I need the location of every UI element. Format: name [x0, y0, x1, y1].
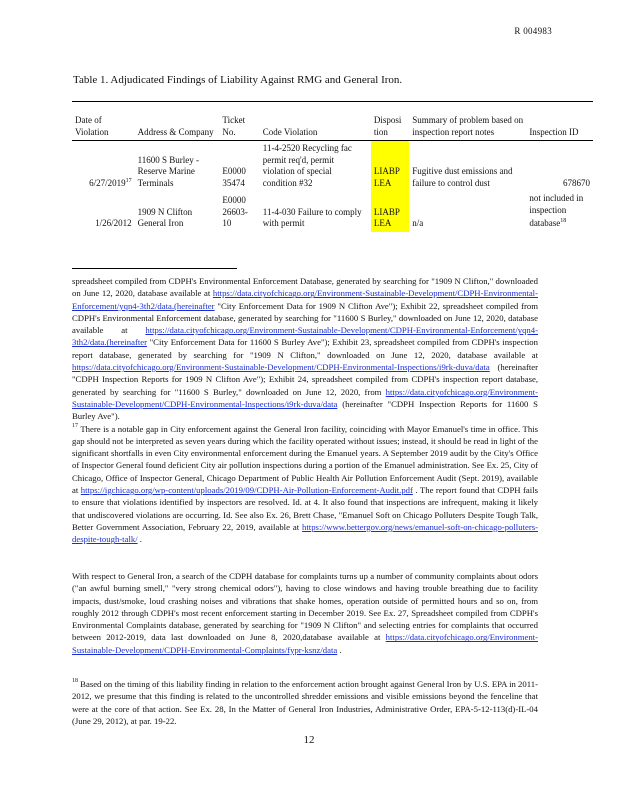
cell-address: 11600 S Burley - Reserve Marine Terminals: [137, 154, 200, 188]
cell-inspection: 678670: [563, 177, 590, 188]
link-inspections-clifton[interactable]: https://data.cityofchicago.org/Environment-Sustainable-Development/CDPH-Environmental-Inspections/i9rk-duva/data: [72, 362, 490, 373]
footnote-18-text: Based on the timing of this liability finding in relation to the enforcement action brought against General Iron by U.S. EPA in 2011-2012, we presume that this finding is related to the uncontrolled shredder emissions and visible emissions beyond the fenceline that were at the core of that action. See Ex. 28, In the Matter of General Iron Industries, Administrative Order, EPA-5-12-113(d)-IL-04 (June 29, 2012), at par. 19-22.: [72, 679, 538, 726]
link-enforcement-data-clifton[interactable]: https://data.cityofchicago.org/Environment-Sustainable-Development/CDPH-Environmental-Enforcement/yqn4-3th2/data.(hereinafter: [72, 288, 538, 311]
cell-ticket: E0000 35474: [222, 166, 246, 188]
page-number: 12: [303, 734, 315, 746]
cell-date: 6/27/2019$^{17}$: [89, 177, 132, 188]
column-header-code: Code Violation: [262, 126, 318, 137]
cell-summary: n/a: [412, 218, 424, 228]
bates-number: R 004983: [514, 26, 552, 36]
column-header-summary: Summary of problem based on inspection report notes: [412, 115, 524, 137]
footnote-16-continued: spreadsheet compiled from CDPH's Environmental Enforcement Database, generated by searching for "1909 N Clifton," downloaded on June 12, 2020, database available at https://data.cityofchicago.org/Environment-Sustainable-Development/CDPH-Environmental-Enforcement/yqn4-3th2/data.(hereinafter "City Enforcement Data for 1909 N Clifton Ave"); Exhibit 22, spreadsheet compiled from CDPH's Environmental Enforcement database, generated by searching for "11600 S Burley," downloaded on June 12, 2020, database available at https://data.cityofchicago.org/Environment-Sustainable-Development/CDPH-Environmental-Enforcement/yqn4-3th2/data.(hereinafter "City Enforcement Data for 11600 S Burley Ave"); Exhibit 23, spreadsheet compiled from CDPH's inspection report database, generated by searching for "1909 N Clifton," downloaded on June 12, 2020, database available at https://data.cityofchicago.org/Environment-Sustainable-Development/CDPH-Environmental-Inspections/i9rk-duva/data (hereinafter "CDPH Inspection Reports for 1909 N Clifton Ave"); Exhibit 24, spreadsheet compiled from CDPH's inspection report database, generated by searching for "11600 S Burley," downloaded on June 12, 2020, from https://data.cityofchicago.org/Environment-Sustainable-Development/CDPH-Environmental-Inspections/i9rk-duva/data (hereinafter "CDPH Inspection Reports for 11600 S Burley Ave"). $^{17}$ There is a notable gap in City enforcement against the General Iron facility, coinciding with Mayor Emanuel's time in office. This gap should not be interpreted as seven years during which the facility operated without issues; instead, it should be read in light of the significant shortfalls in even City environmental enforcement during the Emanuel years. A September 2019 audit by the City's Office of Inspector General found deficient City air pollution inspections during a portion of the Emanuel administration. See Ex. 25, City of Chicago, Office of Inspector General, Chicago Department of Public Health Air Pollution Enforcement Audit (Sept. 2019), available at https://igchicago.org/wp-content/uploads/2019/09/CDPH-Air-Pollution-Enforcement-Audit.pdf . The report found that CDPH fails to ensure that violations identified by inspectors are resolved. Id. at 4. It also found that inspections are infrequent, making it likely that undiscovered violations are occurring. Id. See also Ex. 26, Brett Chase, "Emanuel Soft on Chicago Polluters Despite Tough Talk, Better Government Association, February 22, 2019, available at https://www.bettergov.org/news/emanuel-soft-on-chicago-polluters-despite-tough-talk/ .: [72, 276, 538, 545]
column-header-disposition: Disposi tion: [373, 115, 402, 137]
cell-summary: Fugitive dust emissions and failure to control dust: [412, 166, 513, 188]
column-header-date: Date of Violation: [75, 115, 109, 137]
cell-code: 11-4-2520 Recycling fac permit req'd, permit violation of special condition #32: [262, 143, 352, 188]
link-complaints-data[interactable]: https://data.cityofchicago.org/Environment-Sustainable-Development/CDPH-Environmental-Complaints/fypr-ksnz/data: [72, 632, 538, 655]
table-row: [72, 141, 593, 192]
cell-disposition: LIABP LEA: [371, 191, 409, 232]
footnote-separator: [72, 268, 237, 269]
cell-inspection: not included in inspection database$^{18}$: [529, 193, 584, 228]
column-header-ticket: Ticket No.: [222, 115, 246, 137]
link-bga-article[interactable]: https://www.bettergov.org/news/emanuel-soft-on-chicago-polluters-despite-tough-talk/: [72, 521, 538, 545]
link-inspections-burley[interactable]: https://data.cityofchicago.org/Environment-Sustainable-Development/CDPH-Environmental-Inspections/i9rk-duva/data: [72, 386, 538, 409]
column-header-address: Address & Company: [137, 126, 214, 137]
cell-address: 1909 N Clifton General Iron: [137, 206, 193, 228]
footnote-17-text: There is a notable gap in City enforcement against the General Iron facility, coinciding with Mayor Emanuel's time in office. This gap should not be interpreted as seven years during which the facility operated without issues; instead, it should be read in light of the significant shortfalls in even City environmental enforcement during the Emanuel years. A September 2019 audit by the City's Office of Inspector General found deficient City air pollution inspections during a portion of the Emanuel administration. See Ex. 25, City of Chicago, Office of Inspector General, Chicago Department of Public Health Air Pollution Enforcement Audit (Sept. 2019), available at: [72, 423, 538, 496]
link-oig-audit[interactable]: https://igchicago.org/wp-content/uploads/2019/09/CDPH-Air-Pollution-Enforcement-Audit.pdf: [80, 485, 413, 496]
footnote-18-marker: 18: [72, 678, 78, 684]
cell-ticket: E0000 26603-10: [222, 195, 248, 228]
table-caption: Table 1. Adjudicated Findings of Liability Against RMG and General Iron.: [73, 74, 403, 86]
footnote-complaints-paragraph: With respect to General Iron, a search of the CDPH database for complaints turns up a number of community complaints about odors ("an awful burning smell," "very strong chemical odors"), having to close windows and having trouble breathing due to facility impacts, dust/smoke, loud crashing noises and vibrations that shake homes, operation outside of permitted hours and so on, from roughly 2012 through CDPH's most recent enforcement starting in December 2019. See Ex. 27, Spreadsheet compiled from CDPH's Environmental Complaints database, generated by searching for "1909 N Clifton" and selecting entries for complaints that occurred between 2012-2019, data last downloaded on June 8, 2020,database available at https://data.cityofchicago.org/Environment-Sustainable-Development/CDPH-Environmental-Complaints/fypr-ksnz/data .: [72, 571, 538, 655]
table-header-row: [72, 102, 593, 141]
table-row: [72, 191, 593, 232]
findings-table: [72, 101, 593, 232]
footnote-18: [72, 678, 538, 727]
footnote-17-marker: 17: [72, 422, 78, 429]
cell-date: 1/26/2012: [95, 218, 132, 228]
link-enforcement-data-burley[interactable]: https://data.cityofchicago.org/Environment-Sustainable-Development/CDPH-Environmental-Enforcement/yqn4-3th2/data.(hereinafter: [72, 325, 538, 348]
cell-code: 11-4-030 Failure to comply with permit: [262, 206, 362, 228]
column-header-inspection: Inspection ID: [529, 126, 579, 137]
cell-disposition: LIABP LEA: [371, 141, 409, 192]
